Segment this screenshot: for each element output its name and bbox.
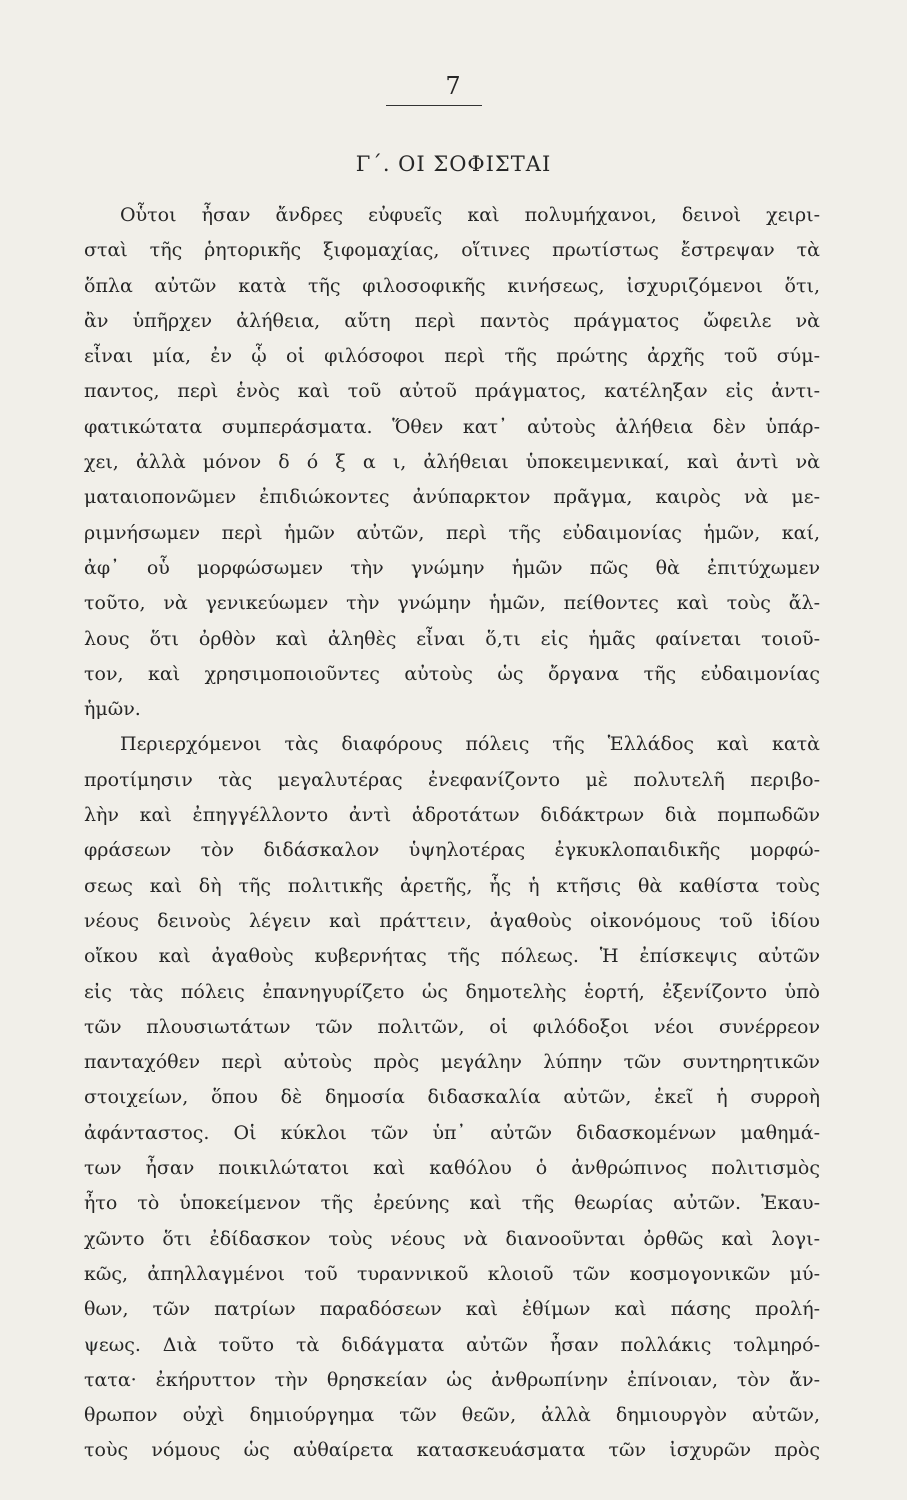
text-line: θων, τῶν πατρίων παραδόσεων καὶ ἐθίμων καὶ πάσης προλή-	[84, 1298, 820, 1321]
text-line: πανταχόθεν περὶ αὐτοὺς πρὸς μεγάλην λύπην τῶν συντηρητικῶν	[84, 1051, 820, 1074]
text-line: φράσεων τὸν διδάσκαλον ὑψηλοτέρας ἐγκυκλοπαιδικῆς μορφώ-	[84, 839, 820, 862]
text-line: προτίμησιν τὰς μεγαλυτέρας ἐνεφανίζοντο μὲ πολυτελῆ περιβο-	[84, 768, 820, 791]
body-text	[84, 198, 820, 1469]
text-line: εἰς τὰς πόλεις ἐπανηγυρίζετο ὡς δημοτελὴς ἑορτή, ἐξενίζοντο ὑπὸ	[84, 980, 820, 1003]
text-line: παντος, περὶ ἑνὸς καὶ τοῦ αὐτοῦ πράγματος, κατέληξαν εἰς ἀντι-	[84, 380, 820, 403]
text-line: ἡμῶν.	[84, 698, 141, 721]
text-line: ἂν ὑπῆρχεν ἀλήθεια, αὕτη περὶ παντὸς πράγματος ὤφειλε νὰ	[84, 309, 820, 332]
text-line: εἶναι μία, ἐν ᾧ οἱ φιλόσοφοι περὶ τῆς πρώτης ἀρχῆς τοῦ σύμ-	[84, 345, 820, 368]
text-line: τοὺς νόμους ὡς αὐθαίρετα κατασκευάσματα τῶν ἰσχυρῶν πρὸς	[84, 1439, 820, 1462]
text-line: τον, καὶ χρησιμοποιοῦντες αὐτοὺς ὡς ὄργανα τῆς εὐδαιμονίας	[84, 662, 820, 685]
text-line: στοιχείων, ὅπου δὲ δημοσία διδασκαλία αὐτῶν, ἐκεῖ ἡ συρροὴ	[84, 1086, 820, 1109]
chapter-heading: Γ΄. ΟΙ ΣΟΦΙΣΤΑΙ	[355, 152, 552, 176]
text-line: κῶς, ἀπηλλαγμένοι τοῦ τυραννικοῦ κλοιοῦ τῶν κοσμογονικῶν μύ-	[84, 1262, 820, 1285]
text-line: νέους δεινοὺς λέγειν καὶ πράττειν, ἀγαθοὺς οἰκονόμους τοῦ ἰδίου	[84, 909, 820, 932]
text-line: των ἦσαν ποικιλώτατοι καὶ καθόλου ὁ ἀνθρώπινος πολιτισμὸς	[84, 1157, 820, 1180]
text-line: ματαιοπονῶμεν ἐπιδιώκοντες ἀνύπαρκτον πρᾶγμα, καιρὸς νὰ με-	[84, 486, 820, 509]
text-line: τοῦτο, νὰ γενικεύωμεν τὴν γνώμην ἡμῶν, πείθοντες καὶ τοὺς ἄλ-	[84, 592, 820, 615]
text-line: ὅπλα αὐτῶν κατὰ τῆς φιλοσοφικῆς κινήσεως, ἰσχυριζόμενοι ὅτι,	[84, 274, 820, 297]
text-line: σεως καὶ δὴ τῆς πολιτικῆς ἀρετῆς, ἧς ἡ κτῆσις θὰ καθίστα τοὺς	[84, 874, 820, 897]
text-line: Περιερχόμενοι τὰς διαφόρους πόλεις τῆς Ἑλλάδος καὶ κατὰ	[120, 733, 820, 756]
text-line: τῶν πλουσιωτάτων τῶν πολιτῶν, οἱ φιλόδοξοι νέοι συνέρρεον	[84, 1015, 820, 1038]
text-line: Οὗτοι ἦσαν ἄνδρες εὐφυεῖς καὶ πολυμήχανοι, δεινοὶ χειρι-	[120, 204, 820, 226]
text-line: οἴκου καὶ ἀγαθοὺς κυβερνήτας τῆς πόλεως. Ἡ ἐπίσκεψις αὐτῶν	[84, 945, 820, 968]
text-line: φατικώτατα συμπεράσματα. Ὅθεν κατ᾽ αὐτοὺς ἀλήθεια δὲν ὑπάρ-	[84, 415, 820, 438]
text-line: θρωπον οὐχὶ δημιούργημα τῶν θεῶν, ἀλλὰ δημιουργὸν αὐτῶν,	[84, 1404, 820, 1427]
text-line: ἀφ᾽ οὗ μορφώσωμεν τὴν γνώμην ἡμῶν πῶς θὰ ἐπιτύχωμεν	[84, 556, 820, 579]
page-number: 7	[445, 72, 462, 100]
text-line: ριμνήσωμεν περὶ ἡμῶν αὐτῶν, περὶ τῆς εὐδαιμονίας ἡμῶν, καί,	[84, 521, 820, 544]
text-line: τατα· ἐκήρυττον τὴν θρησκείαν ὡς ἀνθρωπίνην ἐπίνοιαν, τὸν ἄν-	[84, 1368, 820, 1391]
text-line: ψεως. Διὰ τοῦτο τὰ διδάγματα αὐτῶν ἦσαν πολλάκις τολμηρό-	[84, 1333, 820, 1356]
text-line: σταὶ τῆς ῥητορικῆς ξιφομαχίας, οἵτινες πρωτίστως ἔστρεψαν τὰ	[84, 239, 820, 262]
text-line: λὴν καὶ ἐπηγγέλλοντο ἀντὶ ἁδροτάτων διδάκτρων διὰ πομπωδῶν	[84, 804, 820, 827]
text-line: ἦτο τὸ ὑποκείμενον τῆς ἐρεύνης καὶ τῆς θεωρίας αὐτῶν. Ἐκαυ-	[84, 1192, 820, 1215]
text-line: ἀφάνταστος. Οἱ κύκλοι τῶν ὑπ᾽ αὐτῶν διδασκομένων μαθημά-	[84, 1121, 820, 1144]
text-line: χῶντο ὅτι ἐδίδασκον τοὺς νέους νὰ διανοοῦνται ὀρθῶς καὶ λογι-	[84, 1227, 820, 1250]
page-number-rule	[386, 105, 482, 106]
text-line: χει, ἀλλὰ μόνον δ ό ξ α ι, ἀλήθειαι ὑποκειμενικαί, καὶ ἀντὶ νὰ	[84, 451, 820, 474]
text-line: λους ὅτι ὀρθὸν καὶ ἀληθὲς εἶναι ὅ,τι εἰς ἡμᾶς φαίνεται τοιοῦ-	[84, 627, 820, 650]
